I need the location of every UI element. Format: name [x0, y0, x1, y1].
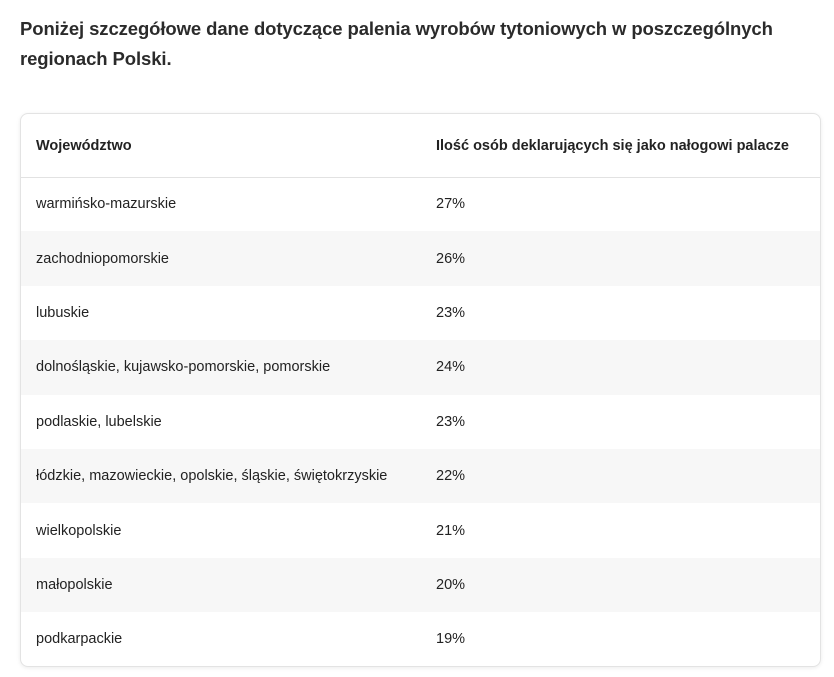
cell-value: 19% — [436, 631, 466, 648]
smokers-table-card — [20, 113, 821, 667]
cell-region: podlaskie, lubelskie — [36, 413, 162, 430]
cell-value: 21% — [436, 522, 466, 539]
table-row — [21, 231, 820, 285]
table-row — [21, 558, 820, 612]
cell-value: 27% — [436, 196, 466, 213]
smokers-by-region-table — [21, 114, 820, 667]
cell-value: 20% — [436, 576, 466, 593]
cell-region: warmińsko-mazurskie — [36, 196, 177, 213]
cell-region: łódzkie, mazowieckie, opolskie, śląskie, świętokrzyskie — [36, 468, 388, 485]
cell-region: zachodniopomorskie — [36, 250, 169, 267]
cell-value: 23% — [436, 413, 466, 430]
cell-region: dolnośląskie, kujawsko-pomorskie, pomorskie — [36, 359, 331, 376]
cell-region: lubuskie — [36, 304, 90, 321]
header-region: Województwo — [21, 114, 421, 177]
cell-region: podkarpackie — [36, 631, 123, 648]
cell-value: 22% — [436, 468, 466, 485]
table-row — [21, 503, 820, 557]
cell-value: 23% — [436, 304, 466, 321]
table-row — [21, 177, 820, 231]
table-row — [21, 449, 820, 503]
intro-paragraph: Poniżej szczegółowe dane dotyczące palenia wyrobów tytoniowych w poszczególnych regionach Polski. — [20, 18, 773, 69]
table-row — [21, 612, 820, 666]
cell-value: 26% — [436, 250, 466, 267]
table-header-row — [21, 114, 820, 177]
table-row — [21, 286, 820, 340]
cell-region: małopolskie — [36, 576, 113, 593]
table-row — [21, 340, 820, 394]
cell-region: wielkopolskie — [36, 522, 122, 539]
table-row — [21, 395, 820, 449]
cell-value: 24% — [436, 359, 466, 376]
header-smokers-share: Ilość osób deklarujących się jako nałogowi palacze — [421, 114, 820, 177]
